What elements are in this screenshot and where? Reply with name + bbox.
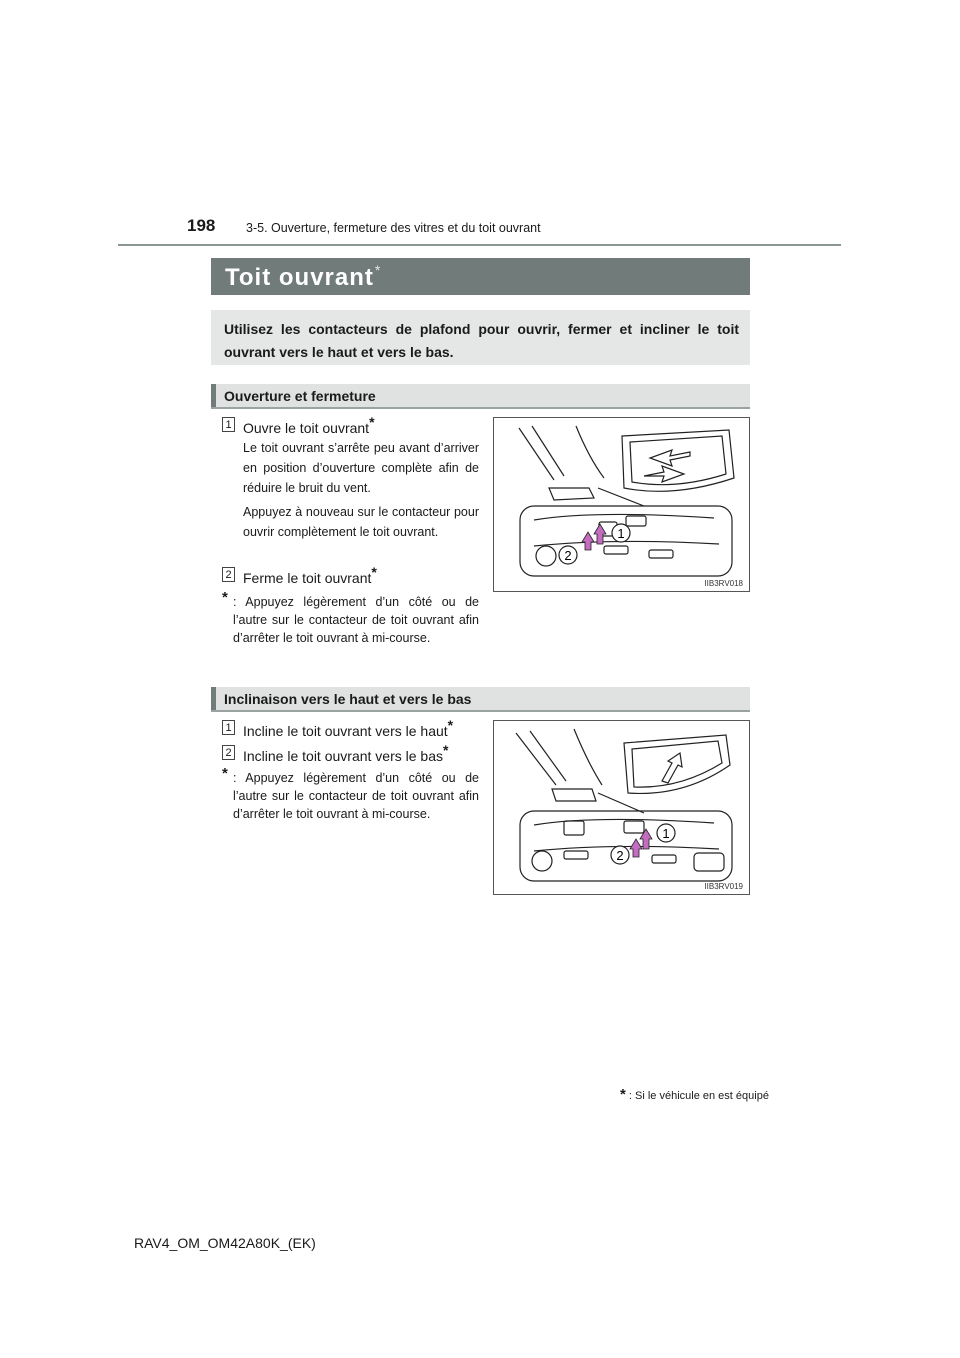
figure-callout-1: 1 [617,526,625,541]
item-asterisk: * [371,564,377,580]
figure-callout-2: 2 [564,548,572,563]
figure-code: IIB3RV018 [704,579,743,588]
document-code: RAV4_OM_OM42A80K_(EK) [134,1235,316,1251]
item-number-box: 2 [222,567,235,582]
paragraph-wind-noise: Le toit ouvrant s’arrête peu avant d’arriver en position d’ouverture complète afin de réduire le bruit du vent. [243,441,479,495]
item-number-box: 1 [222,417,235,432]
overhead-console-drawing [494,721,749,894]
section-heading-1: Ouverture et fermeture [224,388,376,404]
intro-box [211,310,750,365]
figure-code: IIB3RV019 [704,882,743,891]
intro-text: Utilisez les contacteurs de plafond pour ouvrir, fermer et incliner le toit ouvrant vers le haut et vers le bas. [224,321,739,360]
figure-callout-2: 2 [616,848,624,863]
note-asterisk: * [222,589,228,606]
page-title-bar [211,258,750,295]
item-asterisk: * [369,414,375,430]
footnote-asterisk: * [620,1086,626,1103]
note-asterisk: * [222,765,228,782]
title-asterisk: * [374,262,382,278]
illustration-open-close [493,417,750,592]
page-title [225,262,381,292]
item-label-text: Incline le toit ouvrant vers le haut [243,723,448,739]
item-label-close [243,564,377,586]
section-heading-2: Inclinaison vers le haut et vers le bas [224,691,472,707]
section-heading-bar-1 [211,384,750,409]
header-divider [118,244,841,246]
page-number: 198 [187,216,216,235]
footer-footnote [620,1086,769,1103]
section-heading-bar-2 [211,687,750,712]
note-text-1: : Appuyez légèrement d’un côté ou de l’autre sur le contacteur de toit ouvrant afin d’arrêter le toit ouvrant à mi-course. [233,595,479,645]
item-label-text: Incline le toit ouvrant vers le bas [243,748,443,764]
illustration-tilt [493,720,750,895]
item-label-open [243,414,375,436]
section-breadcrumb: 3-5. Ouverture, fermeture des vitres et du toit ouvrant [246,221,541,235]
overhead-console-drawing [494,418,749,591]
item-label-tilt-down [243,742,448,764]
item-asterisk: * [443,742,449,758]
figure-callout-1: 1 [662,826,670,841]
item-asterisk: * [447,717,454,733]
paragraph-press-again: Appuyez à nouveau sur le contacteur pour ouvrir complètement le toit ouvrant. [243,505,479,539]
item-label-tilt-up [243,717,453,739]
footnote-text: : Si le véhicule en est équipé [628,1090,769,1102]
item-number-box: 1 [222,720,235,735]
item-label-text: Ouvre le toit ouvrant [243,420,370,436]
note-text-2: : Appuyez légèrement d’un côté ou de l’autre sur le contacteur de toit ouvrant afin d’arrêter le toit ouvrant à mi-course. [233,771,479,821]
item-number-box: 2 [222,745,235,760]
item-label-text: Ferme le toit ouvrant [243,570,372,586]
page-title-text: Toit ouvrant [225,264,374,291]
